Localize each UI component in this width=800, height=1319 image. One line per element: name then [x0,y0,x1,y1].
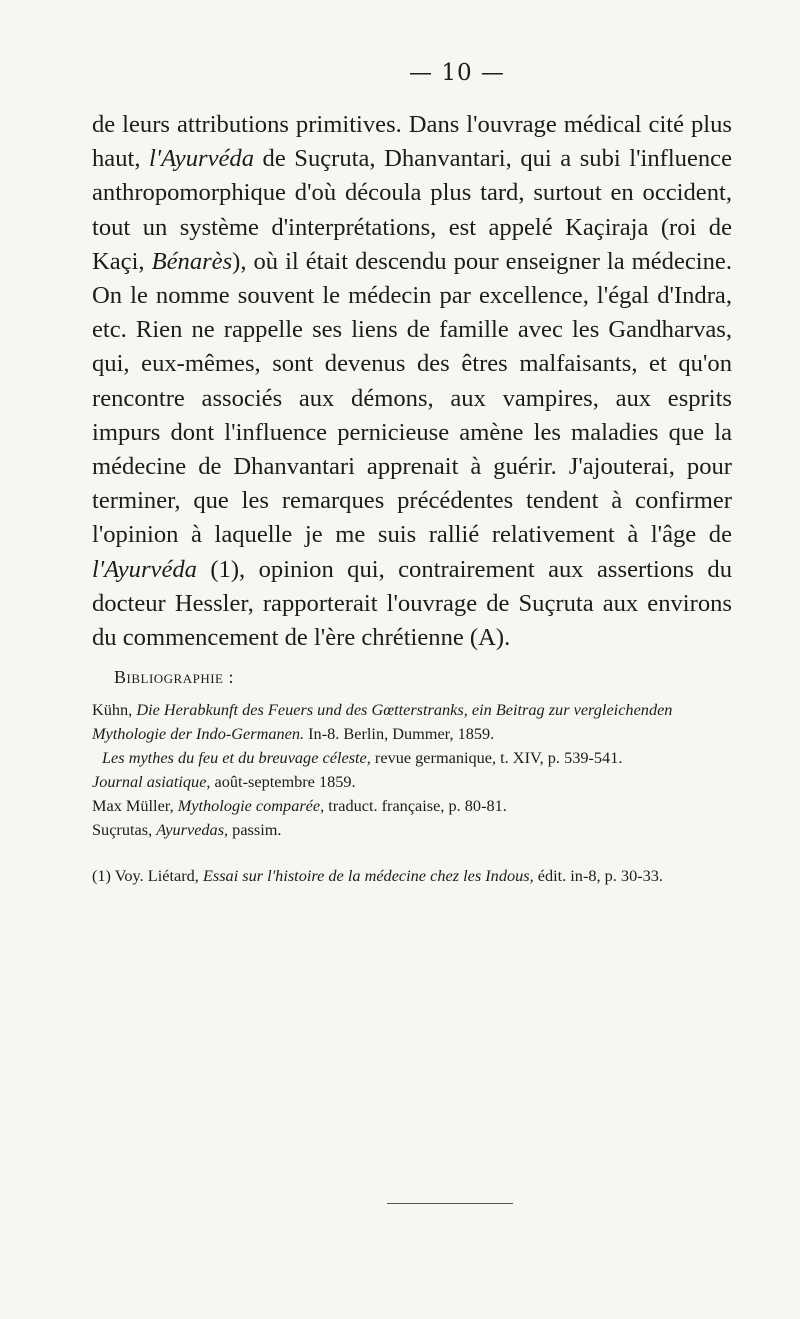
main-paragraph [92,108,732,655]
text-run: passim. [228,820,282,840]
italic-run: l'Ayurvéda [92,555,197,583]
italic-run: l'Ayurvéda [149,145,254,173]
bibliography-entry [92,818,732,842]
text-run: ), où il était descendu pour enseigner la médecine. On le nomme souvent le médecin par excellence, l'égal d'Indra, etc. Rien ne rappelle ses liens de famille avec les Gandharvas, qui, eux-mêmes, sont devenus des êtres malfaisants, et qu'on rencontre associés aux démons, aux vampires, aux esprits impurs dont l'influence pernicieuse amène les maladies que la médecine de Dhanvantari apprenait à guérir. J'ajouterai, pour terminer, que les remarques précédentes tendent à confirmer l'opinion à laquelle je me suis rallié relativement à l'âge de [92,247,732,549]
italic-run: Die Herabkunft des Feuers und des Gœtterstranks, ein Beitrag zur vergleichenden Mythologie der Indo-Germanen. [92,700,673,744]
italic-run: Essai sur l'histoire de la médecine chez les Indous, [202,866,534,886]
italic-run: Bénarès [151,247,233,275]
page-number: — 10 — [409,60,505,86]
bibliography-entry [92,770,732,794]
text-run: août-septembre 1859. [210,772,356,792]
bibliography-entry [92,698,732,746]
italic-run: Les mythes du feu et du breuvage céleste, [102,748,371,768]
text-run: In-8. Berlin, Dummer, 1859. [304,724,495,744]
horizontal-rule [387,1203,513,1204]
text-run: de Suçruta, Dhanvantari, qui a subi l'influence anthropomorphique d'où découla plus tard, surtout en occident, tout un système d'interprétations, est appelé Kaçiraja (roi de Kaçi, [92,145,733,275]
italic-run: Ayurvedas, [156,820,229,840]
text-run: revue germanique, t. XIV, p. 539-541. [370,748,623,768]
bibliography-list [92,698,732,842]
text-run: édit. in-8, p. 30-33. [533,866,663,886]
text-run: Max Müller, [92,796,178,816]
bibliography-heading: Bibliographie : [114,667,235,688]
italic-run: Journal asiatique, [92,772,211,792]
text-run: de leurs attributions primitives. Dans l'ouvrage médical cité plus haut, [92,111,732,173]
text-run: (1) Voy. Liétard, [92,866,203,886]
text-run: Suçrutas, [92,820,157,840]
footnote [92,864,732,887]
bibliography-entry [92,794,732,818]
text-run: (1), opinion qui, contrairement aux assertions du docteur Hessler, rapporterait l'ouvrage de Suçruta aux environs du commencement de l'ère chrétienne (A). [92,555,732,652]
text-run: Kühn, [92,700,137,720]
italic-run: Mythologie comparée, [177,796,325,816]
bibliography-entry [92,746,732,770]
text-run: traduct. française, p. 80-81. [324,796,507,816]
